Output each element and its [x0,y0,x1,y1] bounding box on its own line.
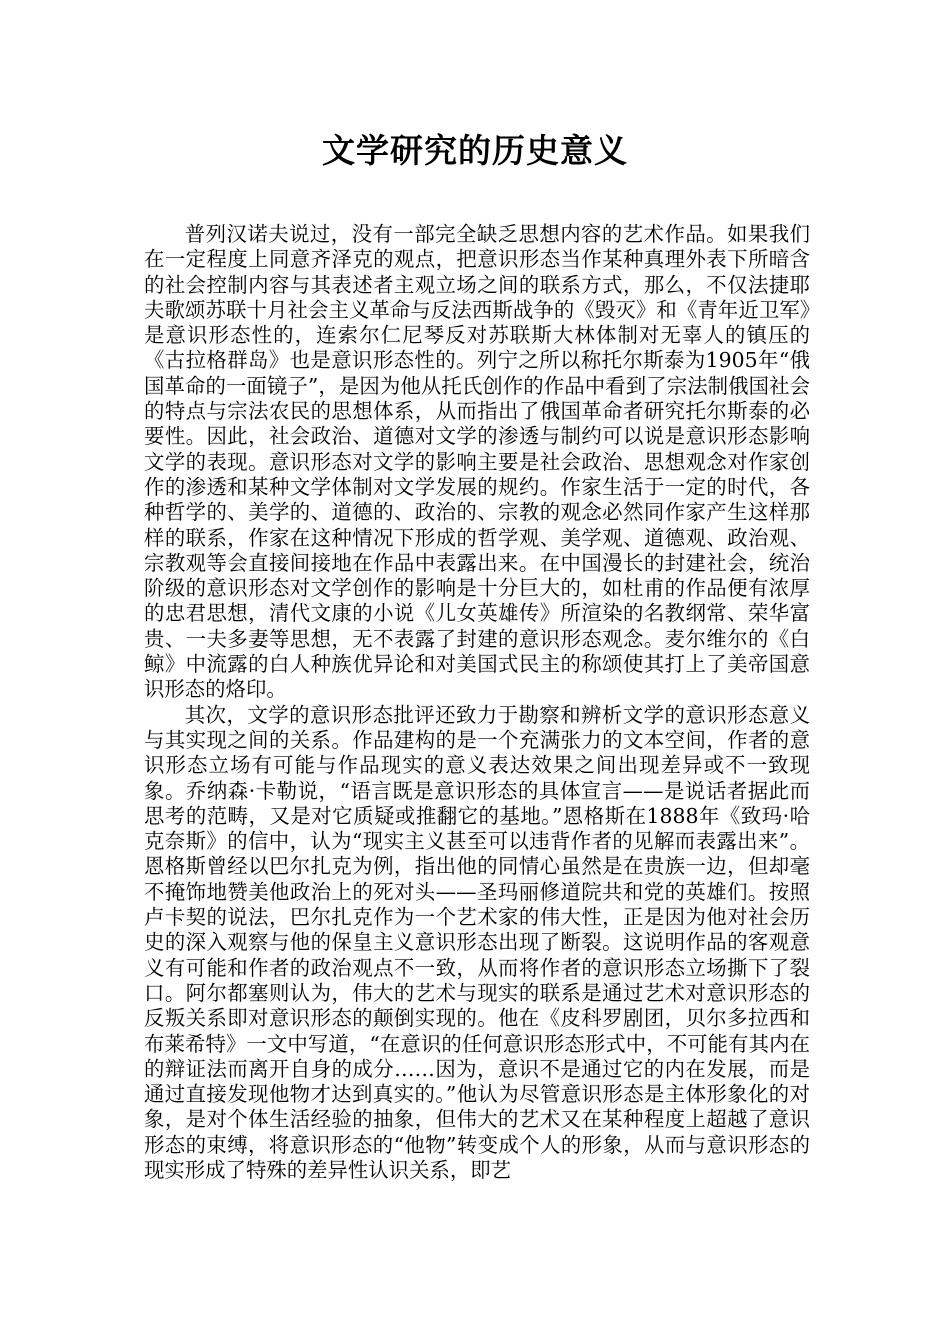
paragraph-1: 普列汉诺夫说过，没有一部完全缺乏思想内容的艺术作品。如果我们在一定程度上同意齐泽克的观点，把意识形态当作某种真理外表下所暗含的社会控制内容与其表述者主观立场之间的联系方式，那么，不仅法捷耶夫歌颂苏联十月社会主义革命与反法西斯战争的《毁灭》和《青年近卫军》是意识形态性的，连索尔仁尼琴反对苏联斯大林体制对无辜人的镇压的《古拉格群岛》也是意识形态性的。列宁之所以称托尔斯泰为1905年“俄国革命的一面镜子”，是因为他从托氏创作的作品中看到了宗法制俄国社会的特点与宗法农民的思想体系，从而指出了俄国革命者研究托尔斯泰的必要性。因此，社会政治、道德对文学的渗透与制约可以说是意识形态影响文学的表现。意识形态对文学的影响主要是社会政治、思想观念对作家创作的渗透和某种文学体制对文学发展的规约。作家生活于一定的时代，各种哲学的、美学的、道德的、政治的、宗教的观念必然同作家产生这样那样的联系，作家在这种情况下形成的哲学观、美学观、道德观、政治观、宗教观等会直接间接地在作品中表露出来。在中国漫长的封建社会，统治阶级的意识形态对文学创作的影响是十分巨大的，如杜甫的作品便有浓厚的忠君思想，清代文康的小说《儿女英雄传》所渲染的名教纲常、荣华富贵、一夫多妻等思想，无不表露了封建的意识形态观念。麦尔维尔的《白鲸》中流露的白人种族优异论和对美国式民主的称颂使其打上了美帝国意识形态的烙印。 [144,222,810,702]
paragraph-2: 其次，文学的意识形态批评还致力于勘察和辨析文学的意识形态意义与其实现之间的关系。作品建构的是一个充满张力的文本空间，作者的意识形态立场有可能与作品现实的意义表达效果之间出现差异或不一致现象。乔纳森·卡勒说，“语言既是意识形态的具体宣言——是说话者据此而思考的范畴，又是对它质疑或推翻它的基地。”恩格斯在1888年《致玛·哈克奈斯》的信中，认为“现实主义甚至可以违背作者的见解而表露出来”。恩格斯曾经以巴尔扎克为例，指出他的同情心虽然是在贵族一边，但却毫不掩饰地赞美他政治上的死对头——圣玛丽修道院共和党的英雄们。按照卢卡契的说法，巴尔扎克作为一个艺术家的伟大性，正是因为他对社会历史的深入观察与他的保皇主义意识形态出现了断裂。这说明作品的客观意义有可能和作者的政治观点不一致，从而将作者的意识形态立场撕下了裂口。阿尔都塞则认为，伟大的艺术与现实的联系是通过艺术对意识形态的反叛关系即对意识形态的颠倒实现的。他在《皮科罗剧团，贝尔多拉西和布莱希特》一文中写道，“在意识的任何意识形态形式中，不可能有其内在的辩证法而离开自身的成分……因为，意识不是通过它的内在发展，而是通过直接发现他物才达到真实的。”他认为尽管意识形态是主体形象化的对象，是对个体生活经验的抽象，但伟大的艺术又在某种程度上超越了意识形态的束缚，将意识形态的“他物”转变成个人的形象，从而与意识形态的现实形成了特殊的差异性认识关系，即艺 [144,702,810,1182]
document-body [144,222,810,1183]
document-title: 文学研究的历史意义 [322,131,628,170]
